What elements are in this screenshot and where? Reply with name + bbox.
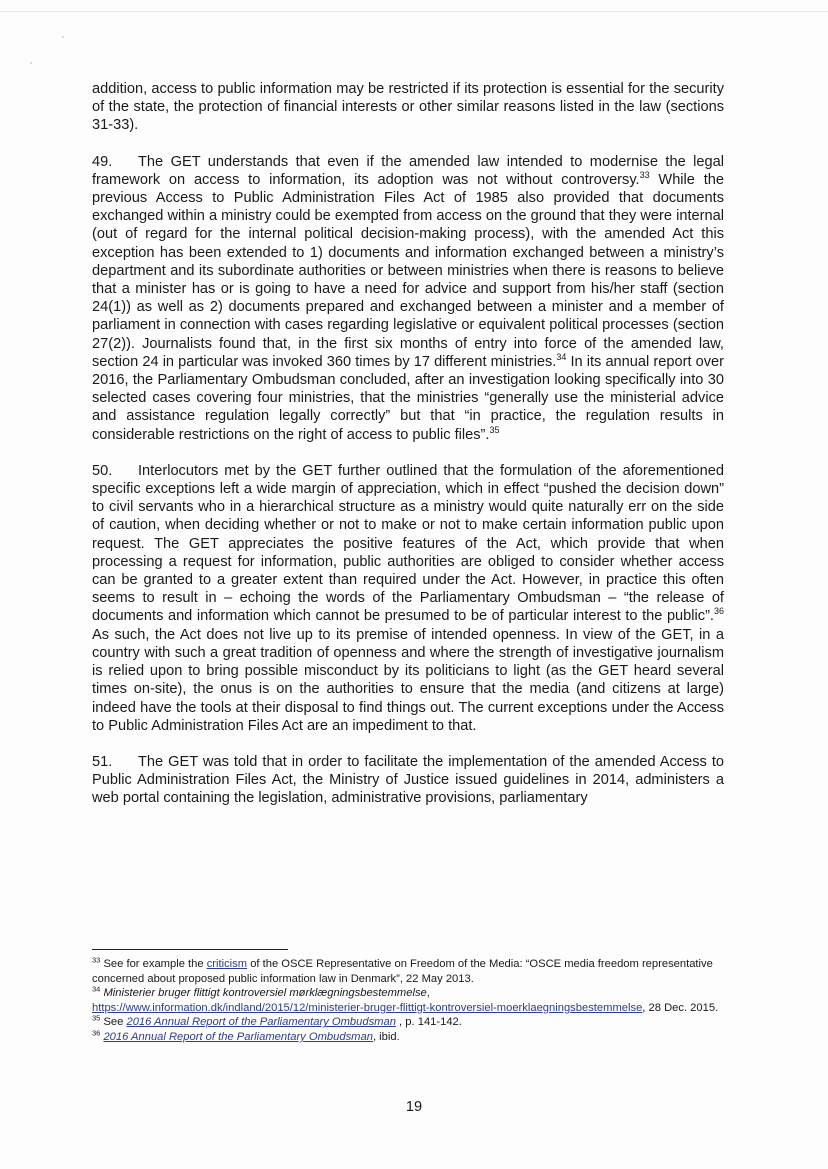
paragraph-51 [92, 753, 724, 808]
annual-report-link[interactable]: 2016 Annual Report of the Parliamentary Ombudsman [103, 1030, 373, 1043]
footnote-text: , ibid. [372, 1030, 400, 1043]
paragraph-number: 50. [92, 462, 113, 479]
annual-report-link[interactable]: 2016 Annual Report of the Parliamentary Ombudsman [126, 1016, 396, 1029]
footnote-text: of the OSCE Representative on Freedom of the Media: “OSCE media freedom representative concerned about proposed public information law in Denmark”, 22 May 2013. [92, 958, 713, 985]
paragraph-text: The GET was told that in order to facilitate the implementation of the amended Access to Public Administration Files Act, the Ministry of Justice issued guidelines in 2014, administers a web portal containing the legislation, administrative provisions, parliamentary [92, 753, 724, 807]
footnote-ref[interactable]: 35 [489, 424, 500, 435]
scan-speck [62, 36, 64, 38]
paragraph-continuation [92, 80, 724, 135]
footnote-text: See for example the [103, 958, 207, 970]
footnote-34 [92, 986, 724, 1015]
scan-top-edge [0, 11, 828, 12]
body-text [92, 80, 724, 826]
footnote-text: , [426, 987, 430, 1000]
scan-speck [30, 62, 32, 64]
footnote-article-title: Ministerier bruger flittigt kontroversiel mørklægningsbestemmelse [103, 987, 427, 1000]
footnote-number: 33 [92, 955, 101, 965]
paragraph-text: While the previous Access to Public Administration Files Act of 1985 also provided that documents exchanged within a ministry could be exempted from access on the ground that they were internal (out of regard for the internal political decision-making process), with the amended Act this exception has been extended to 1) documents and information exchanged between a ministry’s department and its subordinate authorities or between ministries when there is reasons to believe that a minister has or is going to have a need for advice and support from his/her staff (section 24(1)) as well as 2) documents prepared and exchanged between a minister and a member of parliament in connection with cases regarding legislative or equivalent political processes (section 27(2)). Journalists found that, in the first six months of entry into force of the amended law, section 24 in particular was invoked 360 times by 17 different ministries. [92, 171, 724, 370]
paragraph-text: The GET understands that even if the amended law intended to modernise the legal framework on access to information, its adoption was not without controversy. [92, 153, 724, 188]
paragraph-text: In its annual report over 2016, the Parliamentary Ombudsman concluded, after an investigation looking specifically into 30 selected cases covering four ministries, that the ministries “generally use the ministerial advice and assistance regulation legally correctly” but that “in practice, the regulation results in considerable restrictions on the right of access to public files”. [92, 353, 724, 443]
footnote-text: See [103, 1016, 127, 1029]
footnote-number: 35 [92, 1013, 101, 1023]
paragraph-text: addition, access to public information may be restricted if its protection is essential for the security of the state, the protection of financial interests or other similar reasons listed in the law (sections 31-33). [92, 81, 724, 134]
footnotes [92, 957, 724, 1045]
criticism-link[interactable]: criticism [206, 958, 248, 970]
footnote-number: 34 [92, 984, 101, 994]
footnote-separator [92, 949, 288, 950]
footnote-number: 36 [92, 1028, 101, 1038]
footnote-35 [92, 1015, 724, 1030]
paragraph-number: 51. [92, 753, 113, 770]
footnote-text: , p. 141-142. [395, 1016, 462, 1029]
footnote-ref[interactable]: 36 [713, 606, 724, 617]
information-dk-link[interactable]: https://www.information.dk/indland/2015/12/ministerier-bruger-flittigt-kontroversiel-moerklaegningsbestemmelse [92, 1001, 643, 1014]
paragraph-text: As such, the Act does not live up to its premise of intended openness. In view of the GET, in a country with such a great tradition of openness and where the strength of investigative journalism is relied upon to bring possible misconduct by its politicians to light (as the GET heard several times on-site), the onus is on the authorities to ensure that the media (and citizens at large) indeed have the tools at their disposal to find things out. The current exceptions under the Access to Public Administration Files Act are an impediment to that. [92, 626, 724, 734]
paragraph-text: Interlocutors met by the GET further outlined that the formulation of the aforementioned specific exceptions left a wide margin of appreciation, which in effect “pushed the decision down” to civil servants who in a hierarchical structure as a ministry would quite naturally err on the side of caution, when deciding whether or not to make or not to make certain information public upon request. The GET appreciates the positive features of the Act, which provide that when processing a request for information, public authorities are obliged to consider whether access can be granted to a greater extent than required under the Act. However, in practice this often seems to result in – echoing the words of the Parliamentary Ombudsman – “the release of documents and information which cannot be presumed to be of particular interest to the public”. [92, 462, 724, 625]
paragraph-number: 49. [92, 153, 113, 170]
paragraph-50 [92, 462, 724, 735]
footnote-33 [92, 957, 724, 986]
footnote-ref[interactable]: 33 [639, 169, 650, 180]
footnote-text: , 28 Dec. 2015. [642, 1001, 719, 1014]
paragraph-49 [92, 153, 724, 444]
footnote-36 [92, 1030, 724, 1045]
page-number: 19 [405, 1099, 423, 1115]
footnote-ref[interactable]: 34 [556, 351, 567, 362]
